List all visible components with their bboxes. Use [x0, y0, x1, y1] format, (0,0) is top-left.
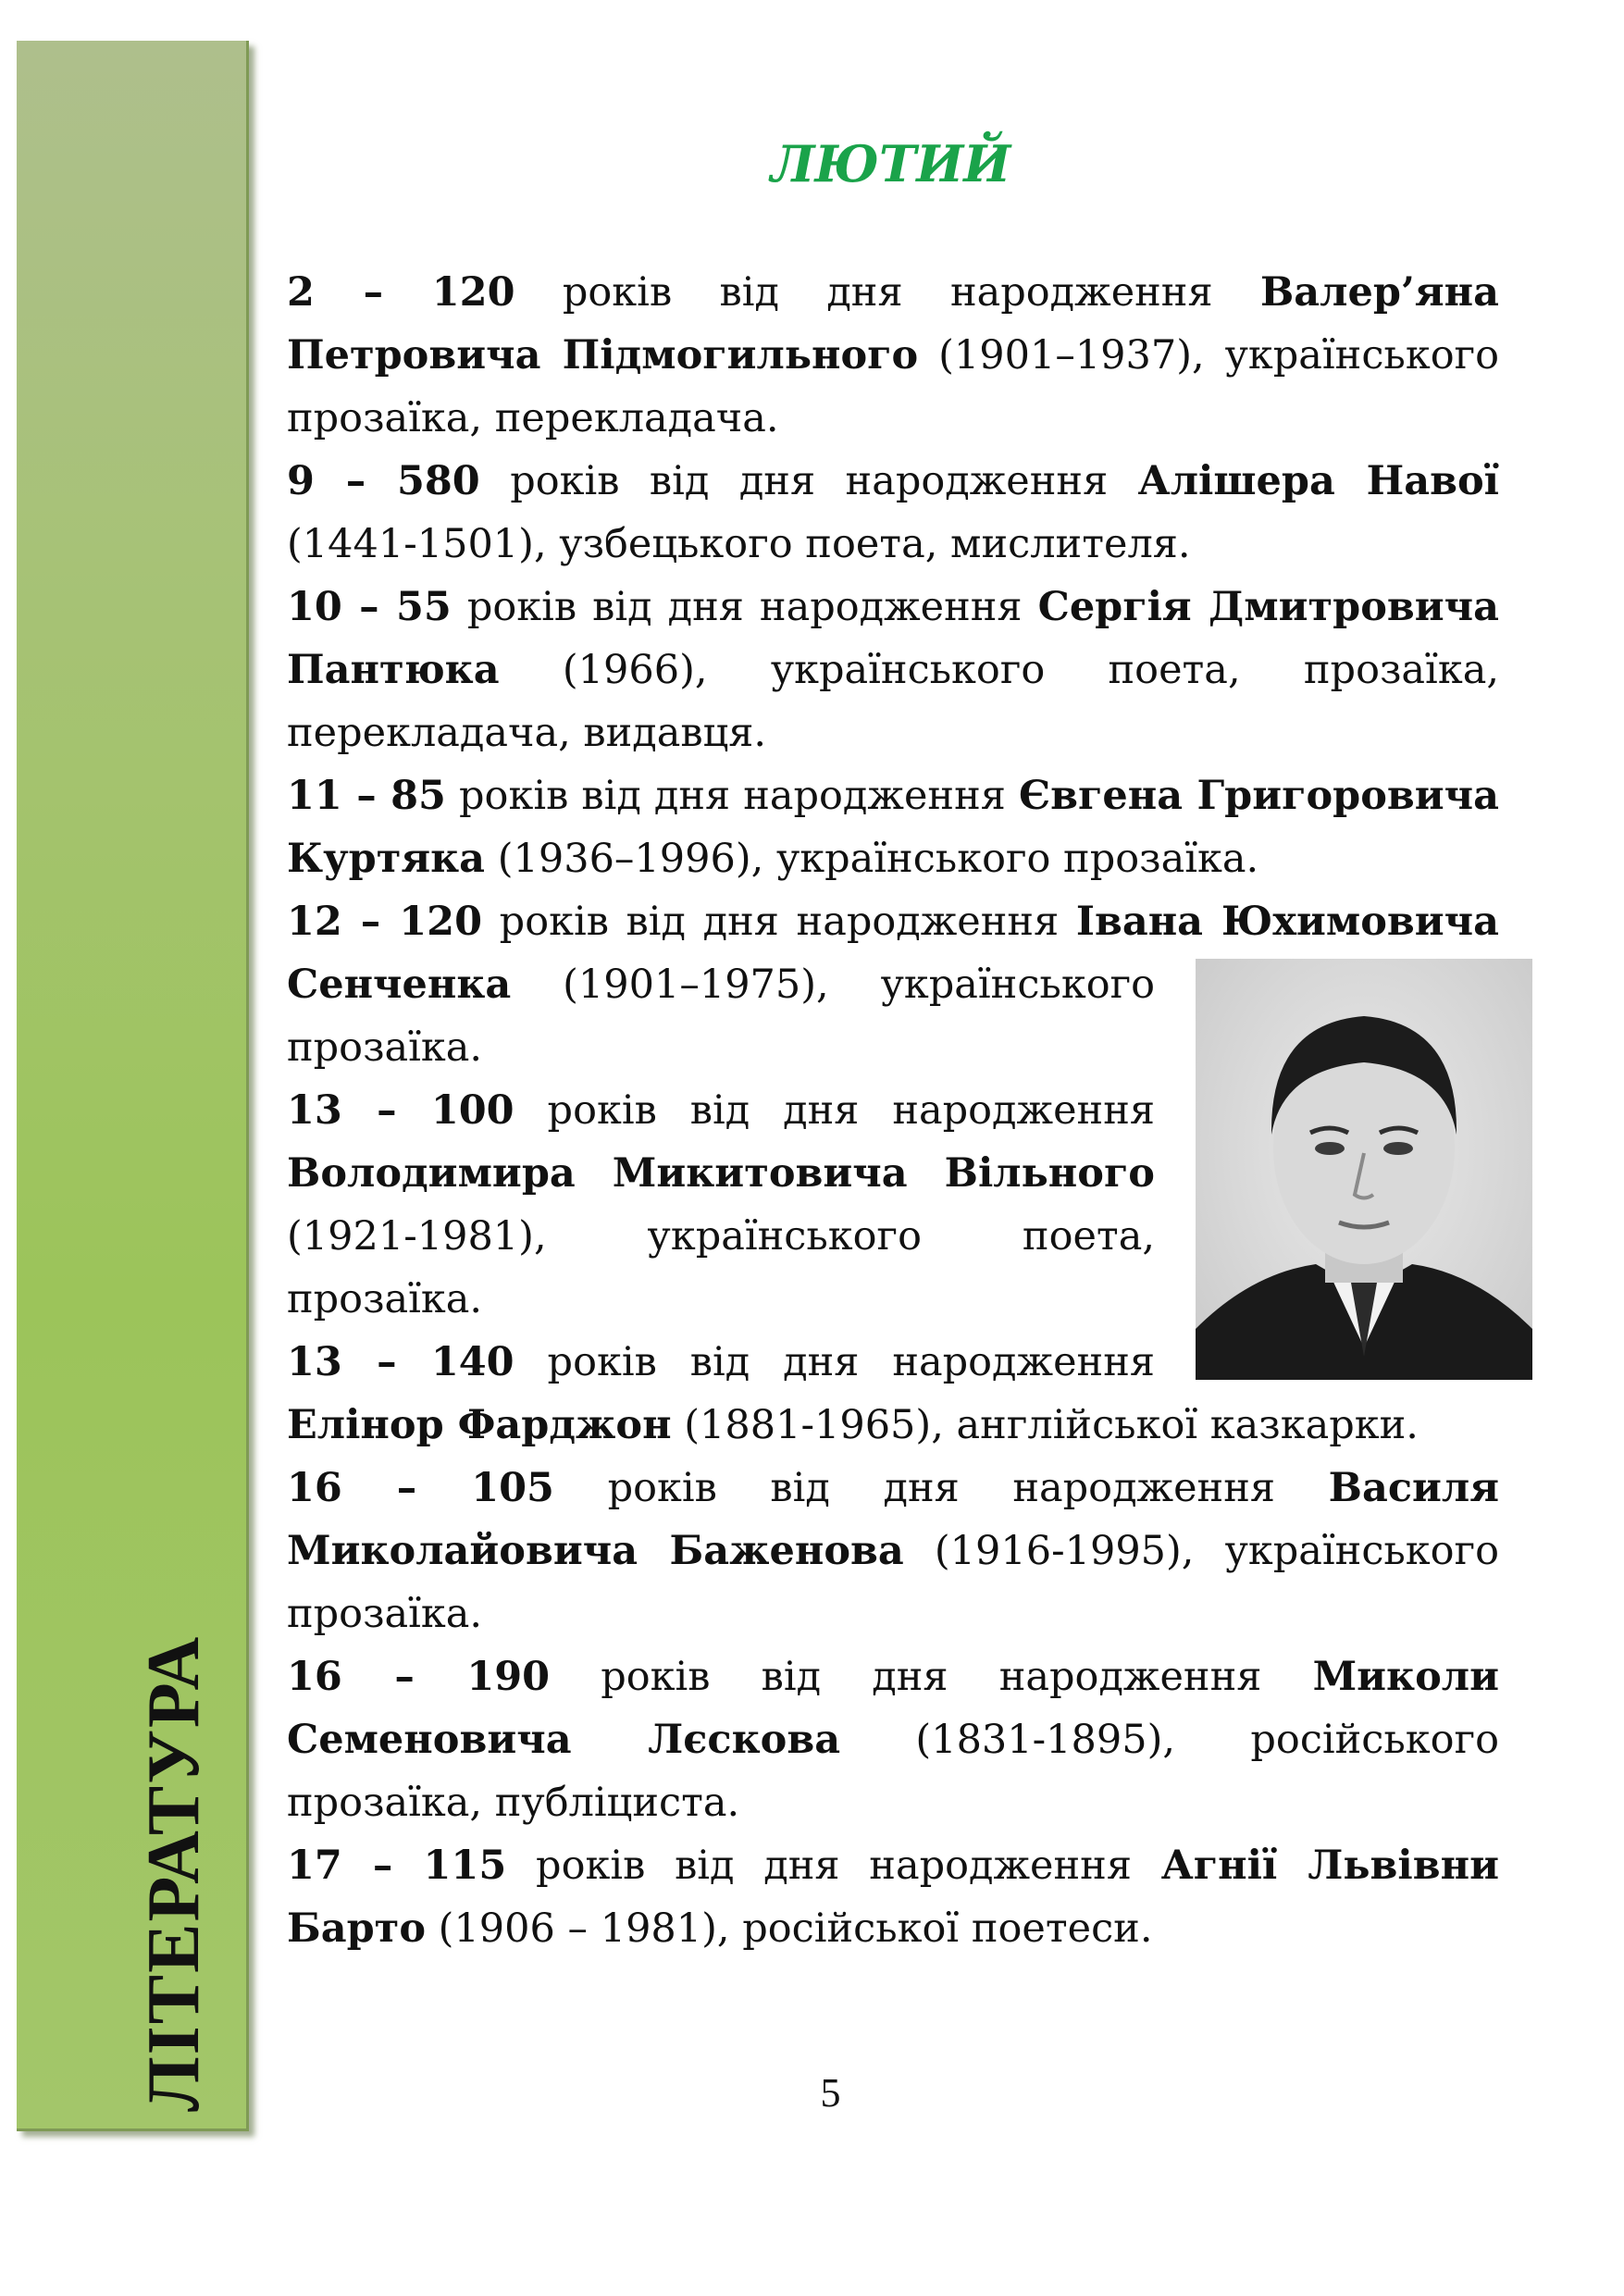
entry-years: 85	[391, 773, 446, 819]
list-item: 9 – 580 років від дня народження Алішера Навої (1441-1501), узбецького поета, мислителя.	[287, 458, 1499, 567]
entry-day: 9	[287, 458, 315, 504]
entry-name: Елінор Фарджон	[287, 1402, 672, 1448]
list-item: 11 – 85 років від дня народження Євгена Григоровича Куртяка (1936–1996), українського прозаїка.	[287, 773, 1499, 882]
entry-years: 105	[471, 1465, 554, 1511]
list-item: 2 – 120 років від дня народження Валер’яна Петровича Підмогильного (1901–1937), українського прозаїка, перекладача.	[287, 269, 1499, 441]
list-item: 13 – 140 років від дня народження Елінор Фарджон (1881-1965), англійської казкарки.	[287, 1339, 1419, 1448]
entry-name: Сергія Дмитровича Пантюка	[287, 584, 1499, 693]
entry-years: 120	[399, 899, 483, 945]
entry-day: 10	[287, 584, 342, 630]
page-number: 5	[820, 2070, 841, 2116]
entry-day: 2	[287, 269, 315, 316]
entry-day: 12	[287, 899, 342, 945]
entry-years: 55	[396, 584, 452, 630]
entry-years: 120	[431, 269, 515, 316]
entry-day: 16	[287, 1465, 342, 1511]
entry-years: 140	[430, 1339, 514, 1385]
entry-name: Івана Юхимовича Сенченка	[287, 899, 1499, 1008]
list-item: 17 – 115 років від дня народження Агнії Львівни Барто (1906 – 1981), російської поетеси.	[287, 1843, 1499, 1952]
entry-name: Володимира Микитовича Вільного	[287, 1150, 1155, 1197]
entry-name: Валер’яна Петровича Підмогильного	[287, 269, 1499, 379]
sidebar-label: ЛІТЕРАТУРА	[133, 1634, 215, 2112]
entry-day: 16	[287, 1654, 342, 1700]
portrait-illustration	[1196, 959, 1532, 1380]
entry-name: Агнії Львівни Барто	[287, 1843, 1499, 1952]
portrait-photo	[1196, 959, 1532, 1380]
entry-name: Миколи Семеновича Лєскова	[287, 1654, 1499, 1763]
entry-day: 11	[287, 773, 342, 819]
entry-name: Євгена Григоровича Куртяка	[287, 773, 1499, 882]
entry-years: 190	[466, 1654, 551, 1700]
entry-name: Василя Миколайовича Баженова	[287, 1465, 1499, 1574]
entry-day: 17	[287, 1843, 342, 1889]
list-item: 12 – 120 років від дня народження Івана Юхимовича Сенченка (1901–1975), українського прозаїка.	[287, 890, 1499, 1079]
list-item: 16 – 105 років від дня народження Василя Миколайовича Баженова (1916-1995), українського прозаїка.	[287, 1465, 1499, 1637]
entry-day: 13	[287, 1087, 342, 1134]
entry-name: Алішера Навої	[1137, 458, 1499, 504]
anniversary-list	[287, 261, 1499, 1960]
entry-years: 580	[396, 458, 480, 504]
list-item: 16 – 190 років від дня народження Миколи Семеновича Лєскова (1831-1895), російського прозаїка, публіциста.	[287, 1654, 1499, 1826]
entry-day: 13	[287, 1339, 342, 1385]
list-item: 10 – 55 років від дня народження Сергія Дмитровича Пантюка (1966), українського поета, прозаїка, перекладача, видавця.	[287, 584, 1499, 756]
list-item: 13 – 100 років від дня народження Володимира Микитовича Вільного (1921-1981), українського поета, прозаїка.	[287, 1087, 1155, 1322]
month-title: ЛЮТИЙ	[770, 134, 1011, 193]
entry-years: 115	[423, 1843, 507, 1889]
entry-years: 100	[430, 1087, 514, 1134]
